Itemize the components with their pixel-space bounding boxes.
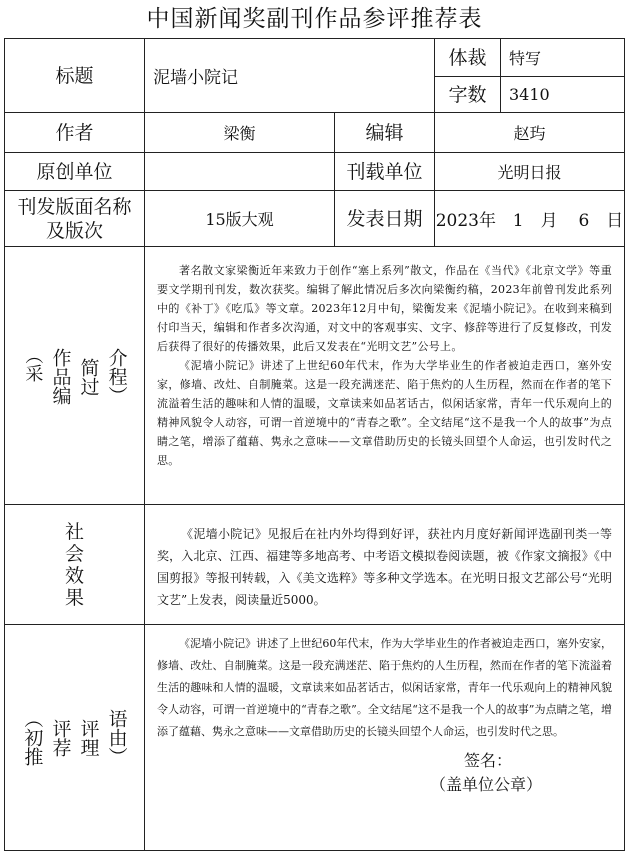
word-count-label: 字数: [448, 83, 487, 106]
publish-date-value-cell: [435, 191, 625, 247]
process-label-col3: 简过: [77, 357, 100, 396]
process-label-cell: [5, 247, 145, 505]
effect-content-cell: [145, 505, 625, 625]
author-value-cell: [145, 113, 335, 153]
date-day: 6 日: [578, 211, 624, 231]
process-label-col4: 介程）: [105, 348, 128, 406]
effect-label-cell: [5, 505, 145, 625]
process-label: [21, 346, 43, 382]
review-label-col2: 评荐: [49, 718, 72, 757]
effect-label-char4: 果: [64, 586, 84, 609]
title-label: 标题: [55, 64, 94, 87]
effect-paragraph: 《泥墙小院记》见报后在社内外均得到好评，获社内月度好新闻评选副刊类一等奖，入北京、江西、福建等多地高考、中考语文模拟卷阅读题，被《作家文摘报》《中国剪报》等报刊转载，入《美文选粹》等多种文学选本。在光明日报文艺部公号“光明文艺”上发表，阅读量近5000。: [157, 526, 612, 607]
review-label-col4: 语由）: [105, 709, 128, 766]
genre-label: 体裁: [448, 46, 487, 69]
publish-unit-label-cell: [335, 153, 435, 191]
review-label-col1: （初推: [21, 709, 44, 766]
review-paragraph: 《泥墙小院记》讲述了上世纪60年代末，作为大学毕业生的作者被迫走西口，塞外安家，修墙、改灶、自制腌菜。这是一段充满迷茫、陷于焦灼的人生历程，然而在作者的笔下流溢着生活的趣味和人情的温暖，文章读来如品茗话古，似闲话家常，青年一代乐观向上的精神风貌令人动容，可谓一首逆境中的“青春之歌”。全文结尾“这不是我一个人的故事”为点睛之笔，增添了蕴藉、隽永之意味——文章借助历史的长镜头回望个人命运，也引发时代之思。: [157, 637, 612, 738]
word-count-value-cell: [501, 77, 625, 113]
editor-value-cell: [435, 113, 625, 153]
original-unit-value-cell: [145, 153, 335, 191]
original-unit-label-cell: [5, 153, 145, 191]
editor-label: 编辑: [365, 121, 404, 144]
date-month: 1 月: [512, 211, 558, 231]
process-paragraph-1: 著名散文家梁衡近年来致力于创作“塞上系列”散文，作品在《当代》《北京文学》等重要文学期刊刊发，数次获奖。编辑了解此情况后多次向梁衡约稿，2023年前曾刊发此系列中的《补丁》《吃瓜》等文章。2023年12月中旬，梁衡发来《泥墙小院记》。在收到来稿到付印当天，编辑和作者多次沟通，对文中的客观事实、文字、修辞等进行了反复修改，刊发后获得了很好的传播效果，此后又发表在“光明文艺”公号上。: [157, 264, 612, 353]
publish-unit-value-cell: [435, 153, 625, 191]
process-label-col2: 作品编: [49, 348, 72, 406]
publish-date-label: 发表日期: [346, 207, 423, 230]
review-label-col3: 评理: [77, 718, 100, 757]
editor-value: 赵玙: [513, 124, 546, 143]
page-title: 中国新闻奖副刊作品参评推荐表: [146, 6, 483, 32]
word-count-label-cell: [435, 77, 501, 113]
title-value-cell: [145, 39, 435, 113]
signature-block: [157, 749, 612, 797]
genre-label-cell: [435, 39, 501, 77]
effect-label-char3: 效: [64, 564, 84, 587]
author-label: 作者: [55, 121, 94, 144]
recommendation-form: [4, 38, 625, 851]
publish-date-label-cell: [335, 191, 435, 247]
page-name-label-cell: [5, 191, 145, 247]
effect-label-char1: 社: [64, 520, 84, 543]
process-label-col1: （采: [22, 345, 44, 382]
word-count-value: 3410: [509, 85, 550, 104]
stamp-label: （盖单位公章）: [429, 775, 542, 794]
page-name-value-cell: [145, 191, 335, 247]
genre-value-cell: [501, 39, 625, 77]
title-label-cell: [5, 39, 145, 113]
editor-label-cell: [335, 113, 435, 153]
page-name-label-line2: 及版次: [45, 219, 103, 242]
publish-unit-label: 刊载单位: [346, 160, 423, 183]
signature-label: 签名：: [463, 751, 512, 770]
page-name-value: 15版大观: [205, 210, 274, 229]
date-year: 2023年: [435, 211, 496, 231]
author-value: 梁衡: [223, 124, 256, 143]
process-paragraph-2: 《泥墙小院记》讲述了上世纪60年代末，作为大学毕业生的作者被迫走西口，塞外安家，修墙、改灶、自制腌菜。这是一段充满迷茫、陷于焦灼的人生历程，然而在作者的笔下流溢着生活的趣味和人情的温暖，文章读来如品茗话古，似闲话家常，青年一代乐观向上的精神风貌令人动容，可谓一首逆境中的“青春之歌”。全文结尾“这不是我一个人的故事”为点睛之笔，增添了蕴藉、隽永之意味——文章借助历史的长镜头回望个人命运，也引发时代之思。: [157, 359, 612, 467]
author-label-cell: [5, 113, 145, 153]
original-unit-label: 原创单位: [36, 160, 113, 183]
review-label-cell: [5, 625, 145, 851]
title-value: 泥墙小院记: [153, 68, 238, 88]
page-name-label-line1: 刊发版面名称: [17, 195, 132, 218]
process-content-cell: [145, 247, 625, 505]
effect-label-char2: 会: [64, 542, 84, 565]
review-content-cell: [145, 625, 625, 851]
publish-unit-value: 光明日报: [497, 163, 562, 182]
genre-value: 特写: [509, 49, 542, 68]
